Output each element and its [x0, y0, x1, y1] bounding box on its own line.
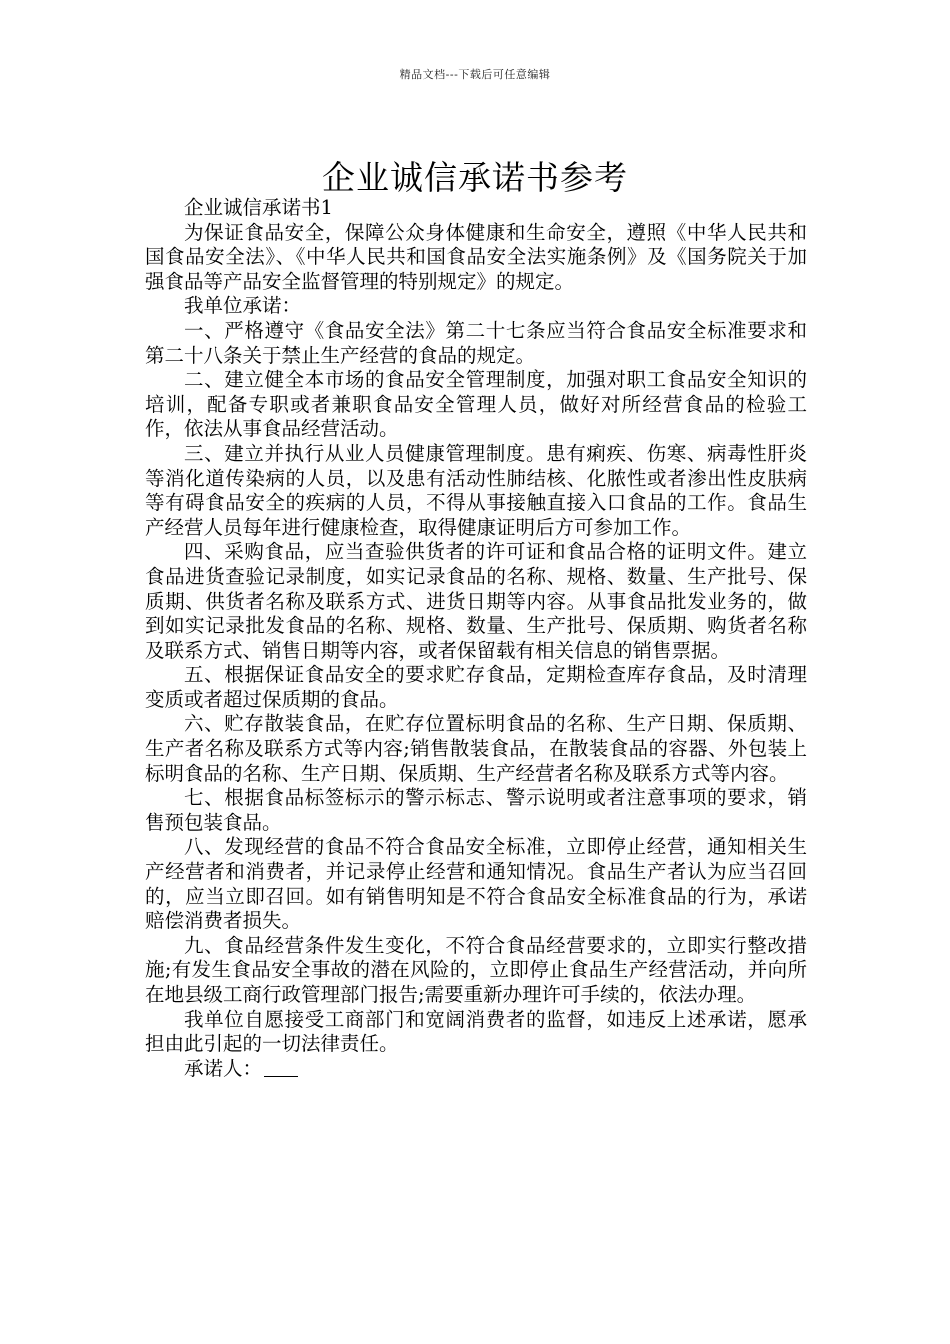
paragraph-item-7: 七、根据食品标签标示的警示标志、警示说明或者注意事项的要求，销售预包装食品。 [145, 786, 807, 834]
paragraph-intro: 为保证食品安全，保障公众身体健康和生命安全，遵照《中华人民共和国食品安全法》、《中华人民共和国食品安全法实施条例》及《国务院关于加强食品等产品安全监督管理的特别规定》的规定。 [145, 220, 807, 293]
paragraph-item-9: 九、食品经营条件发生变化，不符合食品经营要求的，立即实行整改措施;有发生食品安全事故的潜在风险的，立即停止食品生产经营活动，并向所在地县级工商行政管理部门报告;需要重新办理许可手续的，依法办理。 [145, 933, 807, 1006]
document-title: 企业诚信承诺书参考 [322, 158, 628, 198]
paragraph-item-8: 八、发现经营的食品不符合食品安全标准，立即停止经营，通知相关生产经营者和消费者，并记录停止经营和通知情况。食品生产者认为应当召回的，应当立即召回。如有销售明知是不符合食品安全标准食品的行为，承诺赔偿消费者损失。 [145, 835, 807, 933]
paragraph-commitment-lead: 我单位承诺： [184, 294, 302, 318]
paragraph-closing: 我单位自愿接受工商部门和宽阔消费者的监督，如违反上述承诺，愿承担由此引起的一切法律责任。 [145, 1007, 807, 1056]
signature-row [145, 1057, 807, 1082]
page-header-note: 精品文档---下载后可任意编辑 [399, 68, 551, 81]
signature-blank-line [264, 1058, 298, 1077]
section-heading: 企业诚信承诺书1 [184, 196, 333, 219]
paragraph-item-2: 二、建立健全本市场的食品安全管理制度，加强对职工食品安全知识的培训，配备专职或者兼职食品安全管理人员，做好对所经营食品的检验工作，依法从事食品经营活动。 [145, 368, 807, 441]
paragraph-item-4: 四、采购食品，应当查验供货者的许可证和食品合格的证明文件。建立食品进货查验记录制度，如实记录食品的名称、规格、数量、生产批号、保质期、供货者名称及联系方式、进货日期等内容。从事食品批发业务的，做到如实记录批发食品的名称、规格、数量、生产批号、保质期、购货者名称及联系方式、销售日期等内容，或者保留载有相关信息的销售票据。 [145, 540, 807, 662]
paragraph-item-3: 三、建立并执行从业人员健康管理制度。患有痢疾、伤寒、病毒性肝炎等消化道传染病的人员，以及患有活动性肺结核、化脓性或者渗出性皮肤病等有碍食品安全的疾病的人员，不得从事接触直接入口食品的工作。食品生产经营人员每年进行健康检查，取得健康证明后方可参加工作。 [145, 441, 807, 539]
paragraph-item-6: 六、贮存散装食品，在贮存位置标明食品的名称、生产日期、保质期、生产者名称及联系方式等内容;销售散装食品，在散装食品的容器、外包装上标明食品的名称、生产日期、保质期、生产经营者名称及联系方式等内容。 [145, 712, 807, 785]
document-body [145, 196, 807, 1081]
signature-label: 承诺人： [184, 1056, 263, 1080]
paragraph-item-5: 五、根据保证食品安全的要求贮存食品，定期检查库存食品，及时清理变质或者超过保质期的食品。 [145, 663, 807, 711]
paragraph-item-1: 一、严格遵守《食品安全法》第二十七条应当符合食品安全标准要求和第二十八条关于禁止生产经营的食品的规定。 [145, 318, 807, 367]
